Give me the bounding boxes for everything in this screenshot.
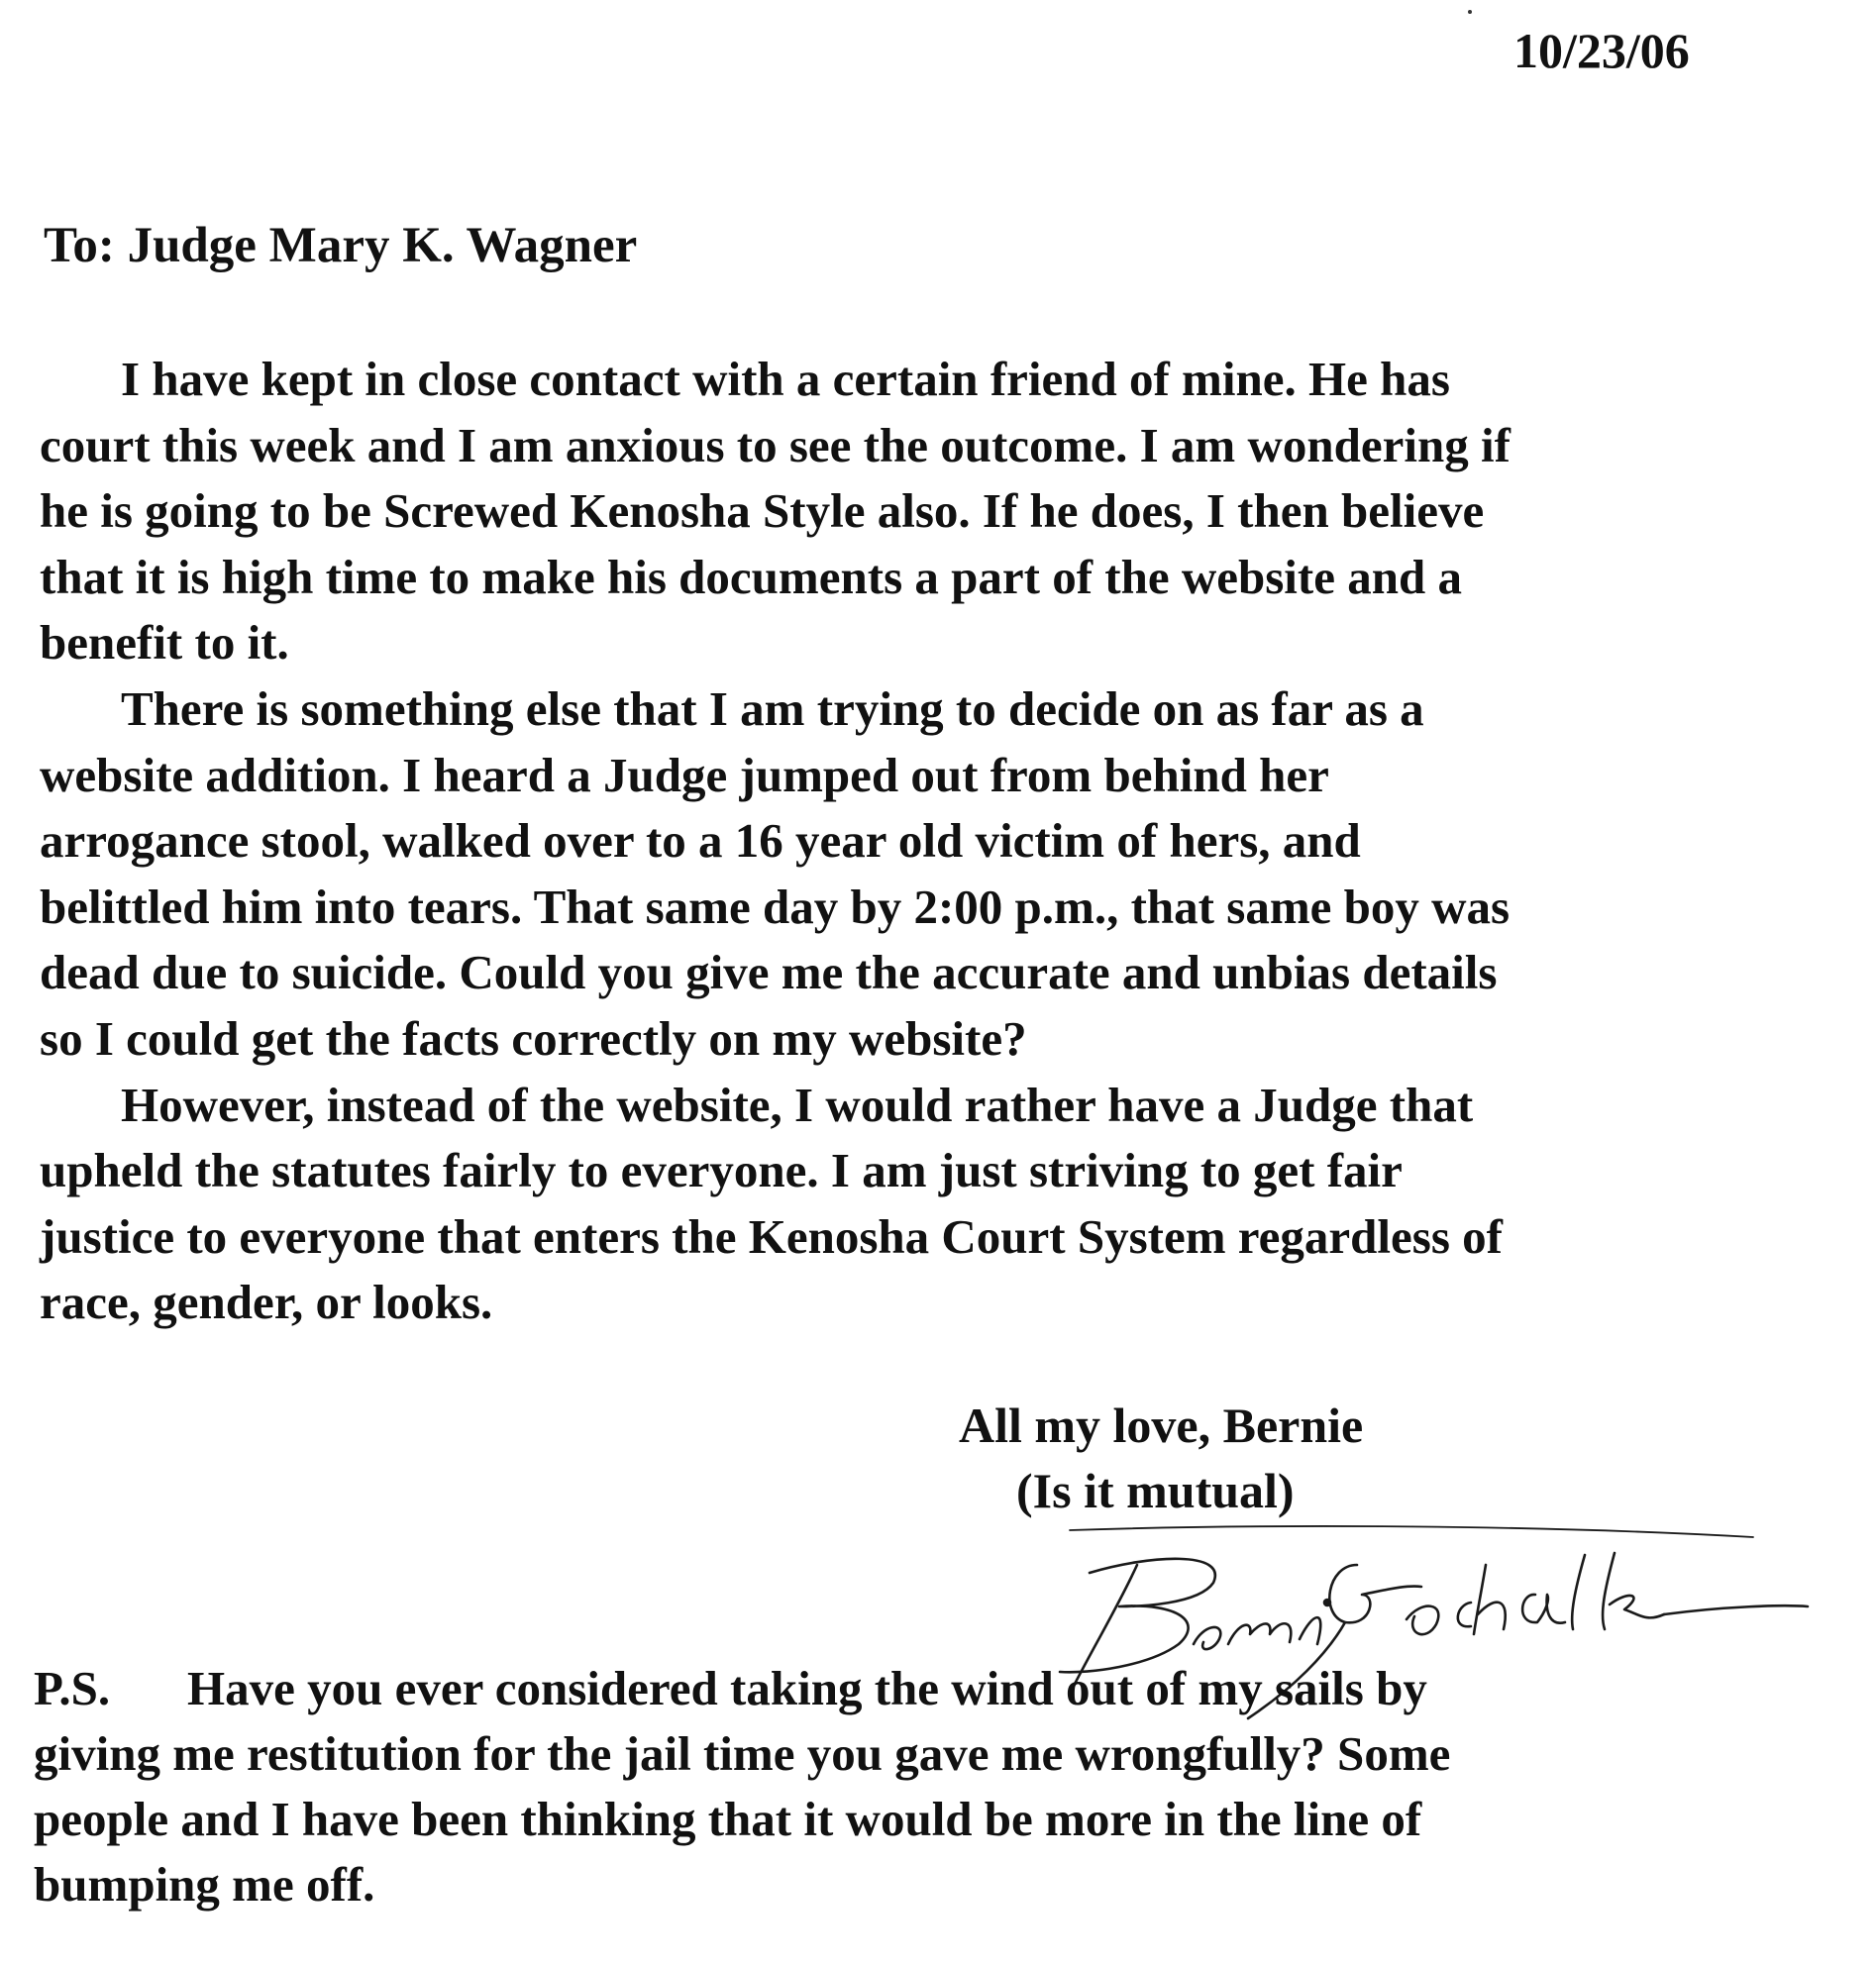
- body-line: that it is high time to make his documents a part of the website and a: [40, 549, 1462, 604]
- ps-label: P.S.: [34, 1661, 111, 1715]
- body-line: belittled him into tears. That same day by 2:00 p.m., that same boy was: [40, 879, 1511, 934]
- letter-date: 10/23/06: [1513, 23, 1690, 78]
- body-line: court this week and I am anxious to see the outcome. I am wondering if: [40, 417, 1511, 472]
- ps-line: giving me restitution for the jail time you gave me wrongfully? Some: [34, 1726, 1451, 1781]
- closing: All my love, Bernie: [959, 1398, 1364, 1453]
- body-line: arrogance stool, walked over to a 16 year old victim of hers, and: [40, 813, 1361, 869]
- body-line: There is something else that I am trying to decide on as far as a: [121, 680, 1424, 736]
- body-line: benefit to it.: [40, 615, 289, 671]
- ps-line-text: Have you ever considered taking the wind out of my sails by: [187, 1661, 1427, 1715]
- body-line: justice to everyone that enters the Kenosha Court System regardless of: [40, 1208, 1503, 1264]
- body-line: website addition. I heard a Judge jumped out from behind her: [40, 747, 1329, 802]
- ps-line: [34, 1656, 1856, 1721]
- body-line: he is going to be Screwed Kenosha Style also. If he does, I then believe: [40, 483, 1485, 539]
- scan-speck: [1468, 10, 1472, 14]
- letter-body: [40, 347, 1862, 1336]
- body-line: race, gender, or looks.: [40, 1275, 493, 1330]
- ps-line: bumping me off.: [34, 1857, 375, 1912]
- body-line: so I could get the facts correctly on my website?: [40, 1010, 1027, 1066]
- body-line: However, instead of the website, I would rather have a Judge that: [121, 1077, 1474, 1132]
- salutation: To: Judge Mary K. Wagner: [44, 218, 638, 273]
- body-line: dead due to suicide. Could you give me the accurate and unbias details: [40, 945, 1498, 1000]
- ps-line: people and I have been thinking that it would be more in the line of: [34, 1792, 1422, 1846]
- body-line: upheld the statutes fairly to everyone. I am just striving to get fair: [40, 1143, 1403, 1198]
- closing-note: (Is it mutual): [1016, 1463, 1295, 1518]
- body-line: I have kept in close contact with a certain friend of mine. He has: [121, 352, 1450, 406]
- postscript: [34, 1656, 1856, 1917]
